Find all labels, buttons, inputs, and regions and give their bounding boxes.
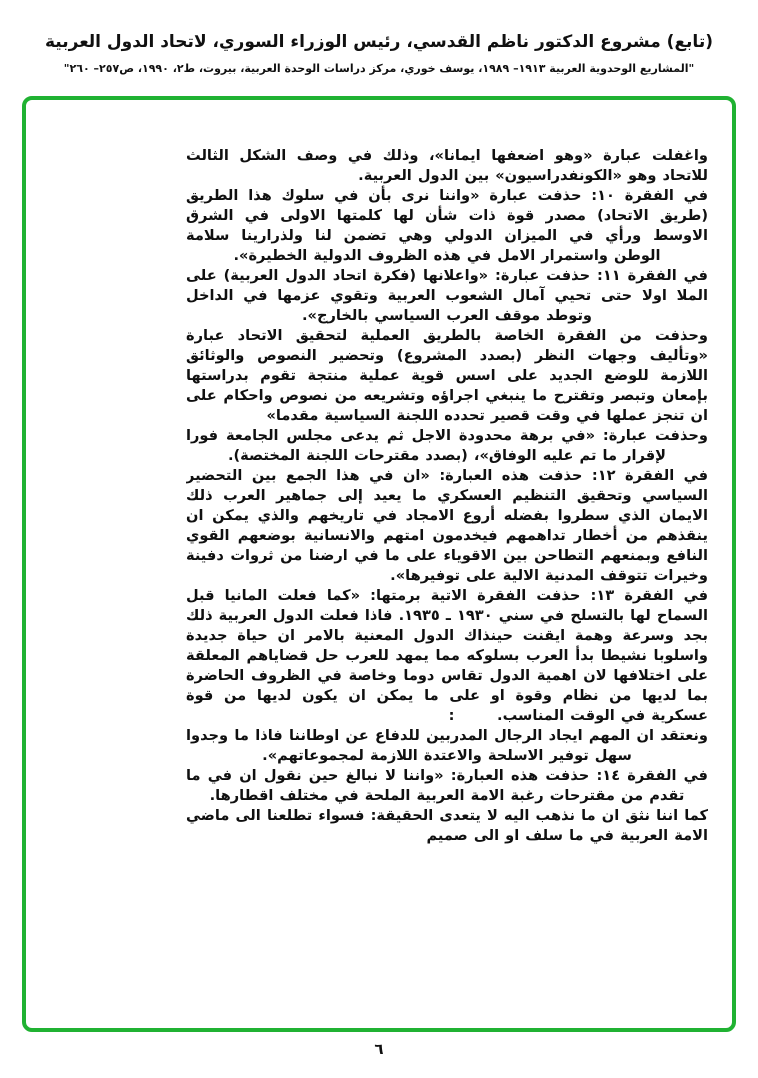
paragraph: وحذفت من الفقرة الخاصة بالطريق العملية لتحقيق الاتحاد عبارة «وتأليف وجهات النظر (بصدد المشروع) وتحضير النصوص والوثائق اللازمة للوضع الجديد على اسس قوية عملية منتجة تقوم بدراستها بإمعان وتبصر وتقترح ما ينبغي اجراؤه وتشريعه من نصوص واحكام على ان تنجز عملها في وقت قصير تحدده اللجنة السياسية مقدما» xyxy=(186,327,708,424)
body-text-column xyxy=(186,146,708,1018)
paragraph: ونعتقد ان المهم ايجاد الرجال المدربين للدفاع عن اوطاننا فاذا ما وجدوا سهل توفير الاسلحة والاعتدة اللازمة لمجموعاتهم». xyxy=(186,727,708,764)
page-header xyxy=(0,30,758,76)
paragraph: وحذفت عبارة: «في برهة محدودة الاجل ثم يدعى مجلس الجامعة فورا لإقرار ما تم عليه الوفاق»، (بصدد مقترحات اللجنة المختصة). xyxy=(186,427,708,464)
document-title: (تابع) مشروع الدكتور ناظم القدسي، رئيس الوزراء السوري، لاتحاد الدول العربية xyxy=(45,32,713,52)
paragraph: في الفقرة ١٠: حذفت عبارة «واننا نرى بأن في سلوك هذا الطريق (طريق الاتحاد) مصدر قوة ذات شأن لها كلمتها الاولى في الشرق الاوسط ورأي في الميزان الدولي وهي تضمن لنا ولذرارينا سلامة الوطن واستمرار الامل في هذه الظروف الدولية الخطيرة». xyxy=(186,187,708,264)
paragraph: كما اننا نثق ان ما نذهب اليه لا يتعدى الحقيقة: فسواء تطلعنا الى ماضي الامة العربية في ما سلف او الى صميم xyxy=(186,807,708,844)
paragraph: واغفلت عبارة «وهو اضعفها ايمانا»، وذلك في وصف الشكل الثالث للاتحاد وهو «الكونفدراسيون» بين الدول العربية. xyxy=(186,147,708,184)
green-border-frame xyxy=(22,96,736,1032)
paragraph: في الفقرة ١٣: حذفت الفقرة الاتية برمتها: «كما فعلت المانيا قبل السماح لها بالتسلح في سني ١٩٣٠ ـ ١٩٣٥. فاذا فعلت الدول العربية ذلك بجد وسرعة وهمة ايقنت حينذاك الدول المعنية بالامر ان حياة جديدة واسلوبا نشيطا بدأ العرب بسلوكه مما يمهد للعرب حل قضاياهم المعلقة على اختلافها لان اهمية الدول تقاس دوما وخاصة في الظروف الحاضرة بما لديها من نظام وقوة او على ما يمكن ان يكون لديها من قوة عسكرية في الوقت المناسب. : xyxy=(186,587,708,724)
page-number: ٦ xyxy=(374,1040,384,1058)
paragraph: في الفقرة ١١: حذفت عبارة: «واعلانها (فكرة اتحاد الدول العربية) على الملا اولا حتى تحيي آمال الشعوب العربية وتقوي عزمها في الداخل وتوطد موقف العرب السياسي بالخارج». xyxy=(186,267,708,324)
source-citation: "المشاريع الوحدوية العربية ١٩١٣– ١٩٨٩، يوسف خوري، مركز دراسات الوحدة العربية، بيروت، ط٢، ١٩٩٠، ص٢٥٧– ٢٦٠" xyxy=(63,62,695,75)
paragraph: في الفقرة ١٢: حذفت هذه العبارة: «ان في هذا الجمع بين التحضير السياسي وتحقيق التنظيم العسكري ما يعيد إلى جماهير العرب ذلك الايمان الذي سطروا بفضله أروع الامجاد في تاريخهم والذي يمكن ان ينقذهم من أخطار تداهمهم فيخدمون امتهم والانسانية بوضعهم القوي النافع وبمنعهم التطاحن بين الاقوياء على ما في ارضنا من ثروات دفينة وخيرات تتوقف المدنية الالية على توفيرها». xyxy=(186,467,708,584)
paragraph: في الفقرة ١٤: حذفت هذه العبارة: «واننا لا نبالغ حين نقول ان في ما تقدم من مقترحات رغبة الامة العربية الملحة في مختلف اقطارها. xyxy=(186,767,708,804)
